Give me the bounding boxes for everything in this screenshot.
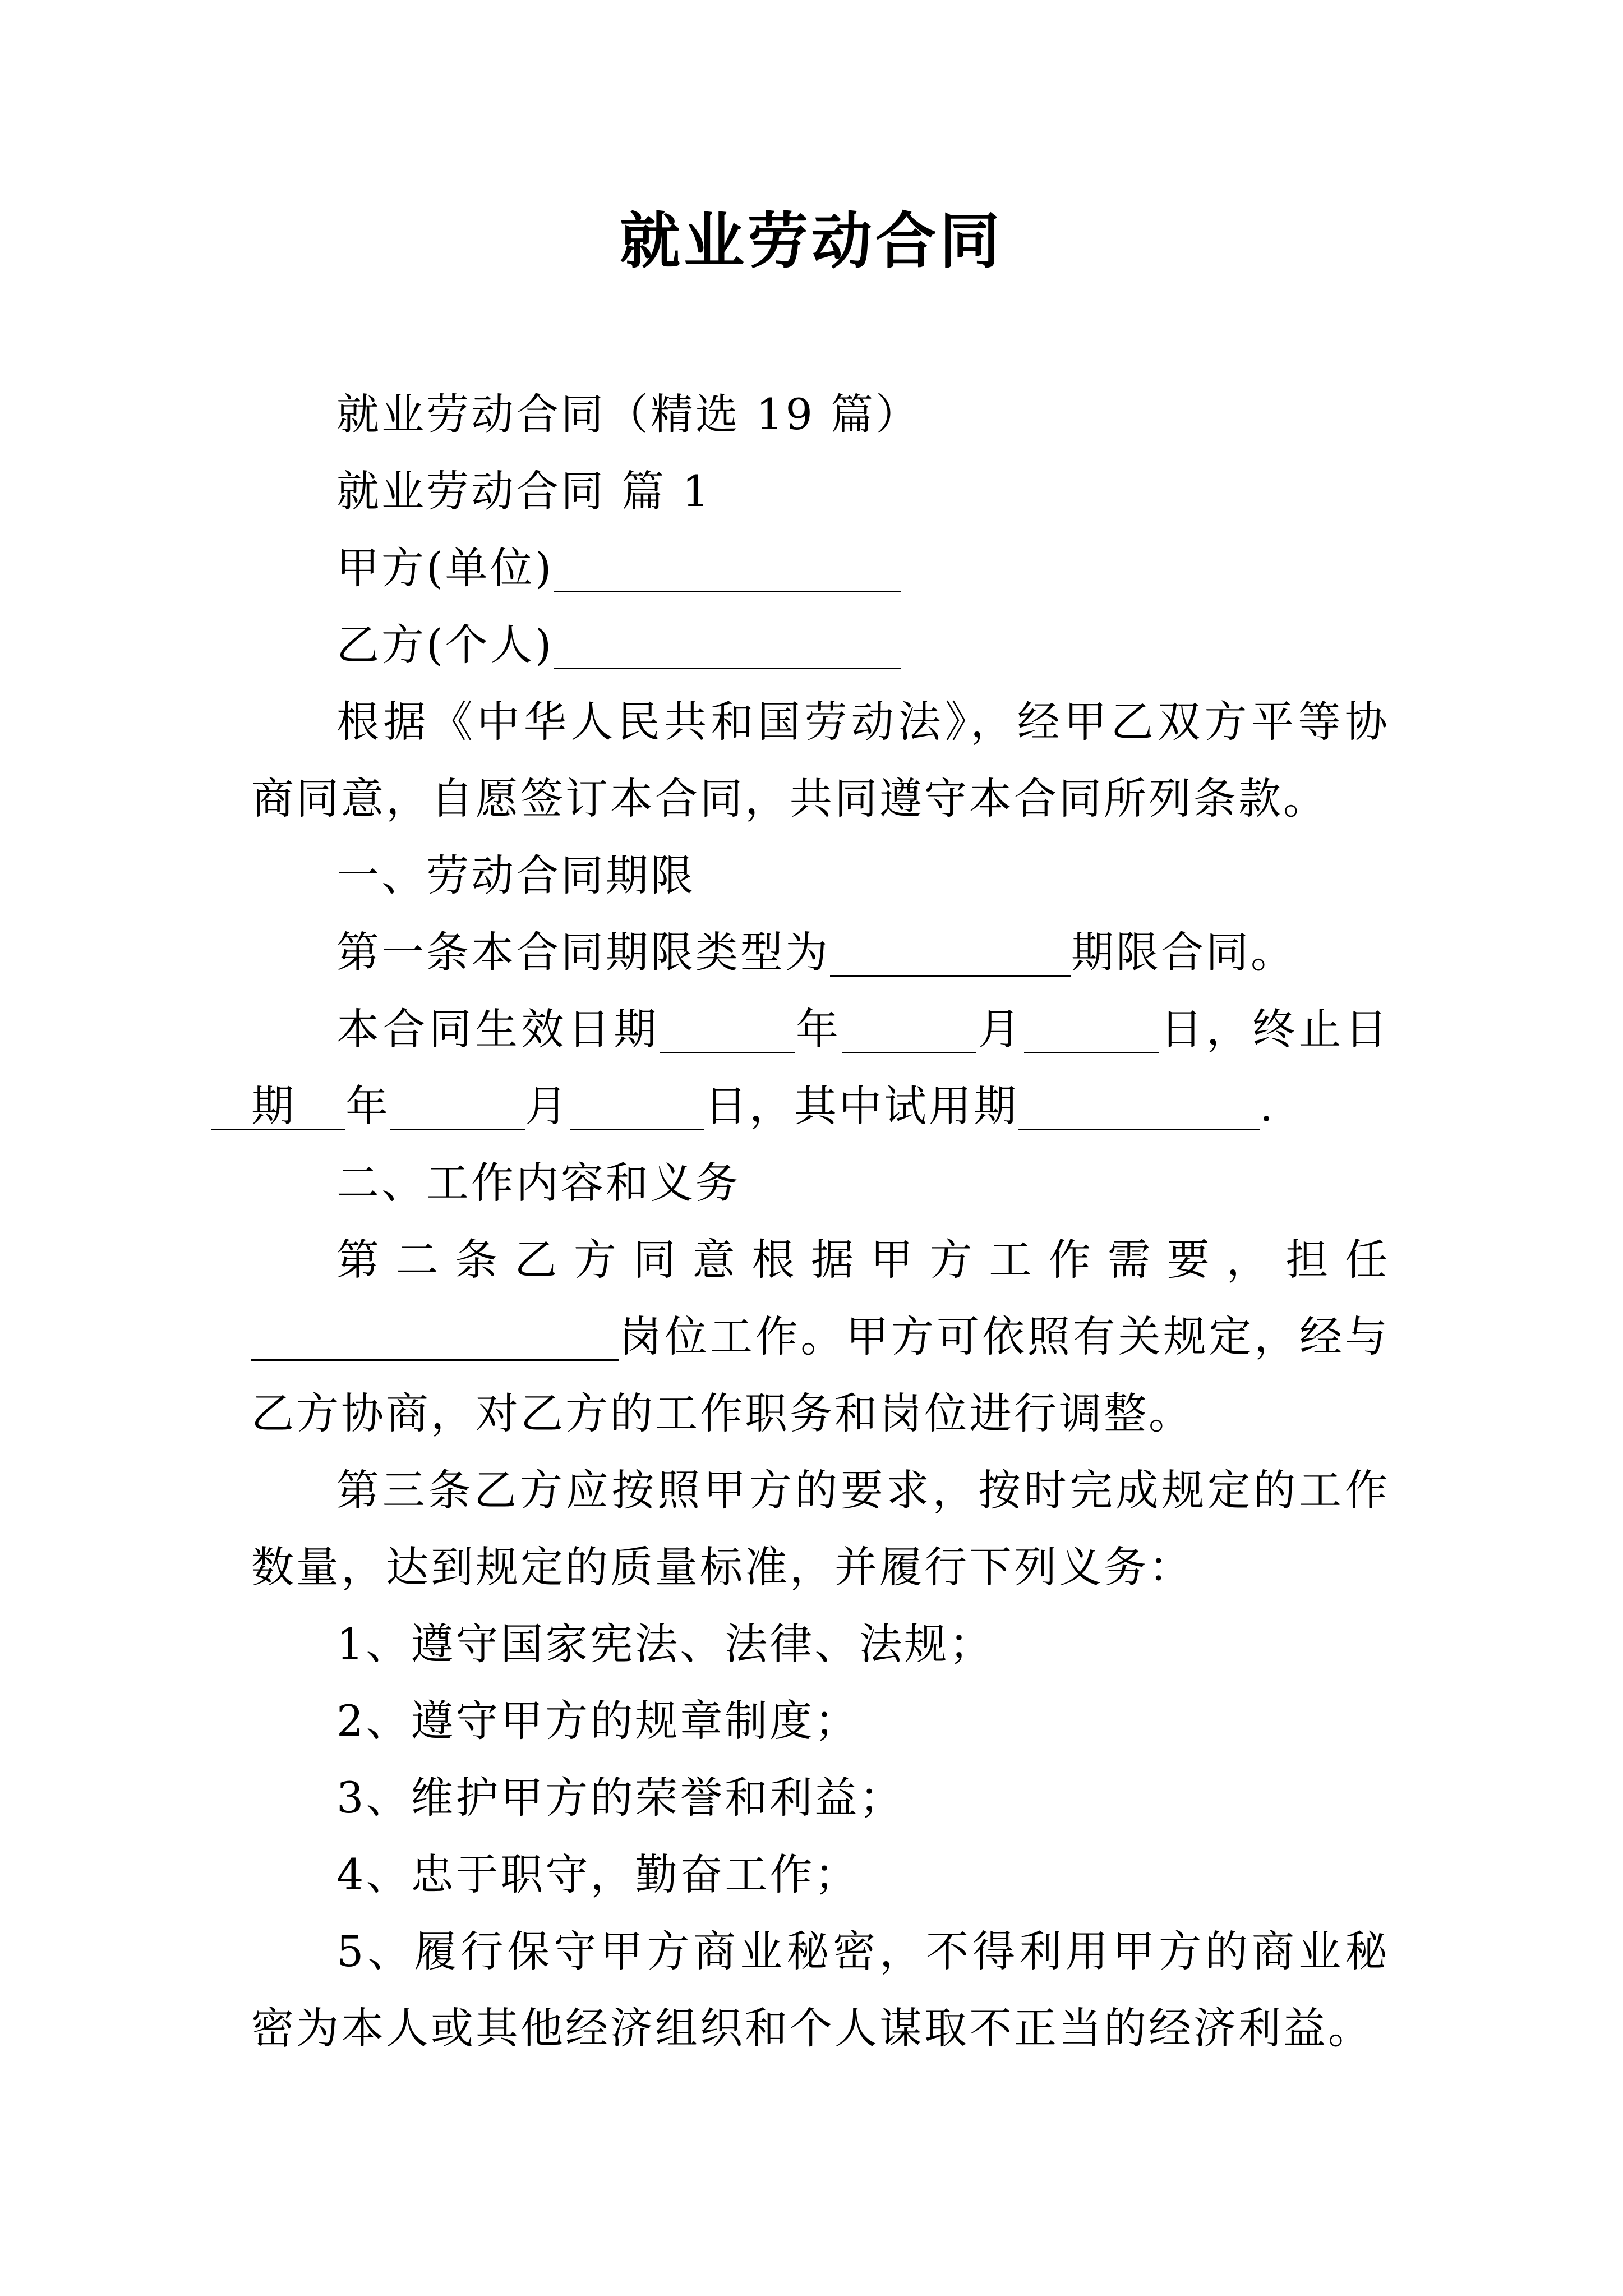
article-3: 第三条乙方应按照甲方的要求，按时完成规定的工作数量，达到规定的质量标准，并履行下列义务： [251,1465,1390,1592]
start-year-blank [660,1009,795,1053]
party-b-blank [554,624,901,669]
position-blank [251,1316,619,1361]
month-label: 月 [525,1081,570,1131]
year-label: 年 [794,1004,842,1054]
article-1-text: 第一条本合同期限类型为 [336,927,830,977]
month-label: 月 [976,1004,1025,1054]
party-a-blank [554,547,901,592]
party-b-label: 乙方(个人) [336,620,554,670]
party-a-line [251,530,1390,606]
section-work-heading: 二、工作内容和义务 [336,1158,740,1208]
trial-period-label: 日，其中试用期 [704,1081,1018,1131]
end-day-blank [570,1085,704,1130]
term-type-blank [830,932,1071,977]
article-2-suffix: 岗位工作。甲方可依照有关规定，经与乙方协商，对乙方的工作职务和岗位进行调整。 [251,1312,1390,1438]
section-term-heading: 一、劳动合同期限 [336,850,695,900]
subtitle-line: 就业劳动合同（精选 19 篇） [336,389,921,439]
period-mark: . [1260,1081,1276,1131]
trial-period-blank [1018,1085,1260,1130]
intro-paragraph: 根据《中华人民共和国劳动法》，经甲乙双方平等协商同意，自愿签订本合同，共同遵守本合同所列条款。 [251,697,1390,823]
end-year-blank [211,1085,345,1130]
duty-item-5: 5、履行保守甲方商业秘密，不得利用甲方的商业秘密为本人或其他经济组织和个人谋取不正当的经济利益。 [251,1926,1390,2053]
duty-item-1: 1、遵守国家宪法、法律、法规； [336,1619,994,1669]
start-month-blank [842,1009,976,1053]
effective-date-label: 本合同生效日期 [336,1004,660,1054]
duty-item-3: 3、维护甲方的荣誉和利益； [336,1773,905,1823]
duty-item-2: 2、遵守甲方的规章制度； [336,1696,860,1746]
start-day-blank [1024,1009,1159,1053]
article-2 [251,1221,1390,1452]
end-date-label: 日，终止日期 [251,1004,1390,1131]
document-body [251,376,1390,2067]
end-month-blank [390,1085,525,1130]
effective-date-paragraph [251,991,1390,1144]
section-heading-1: 就业劳动合同 篇 1 [336,466,712,516]
year-label: 年 [345,1081,390,1131]
party-b-line [251,606,1390,683]
article-1-suffix: 期限合同。 [1071,927,1295,977]
duty-item-4: 4、忠于职守，勤奋工作； [336,1849,860,1899]
document-title: 就业劳动合同 [619,206,1003,277]
article-1 [251,914,1390,991]
party-a-label: 甲方(单位) [336,543,554,593]
article-2-text: 第二条乙方同意根据甲方工作需要，担任 [336,1235,1390,1285]
